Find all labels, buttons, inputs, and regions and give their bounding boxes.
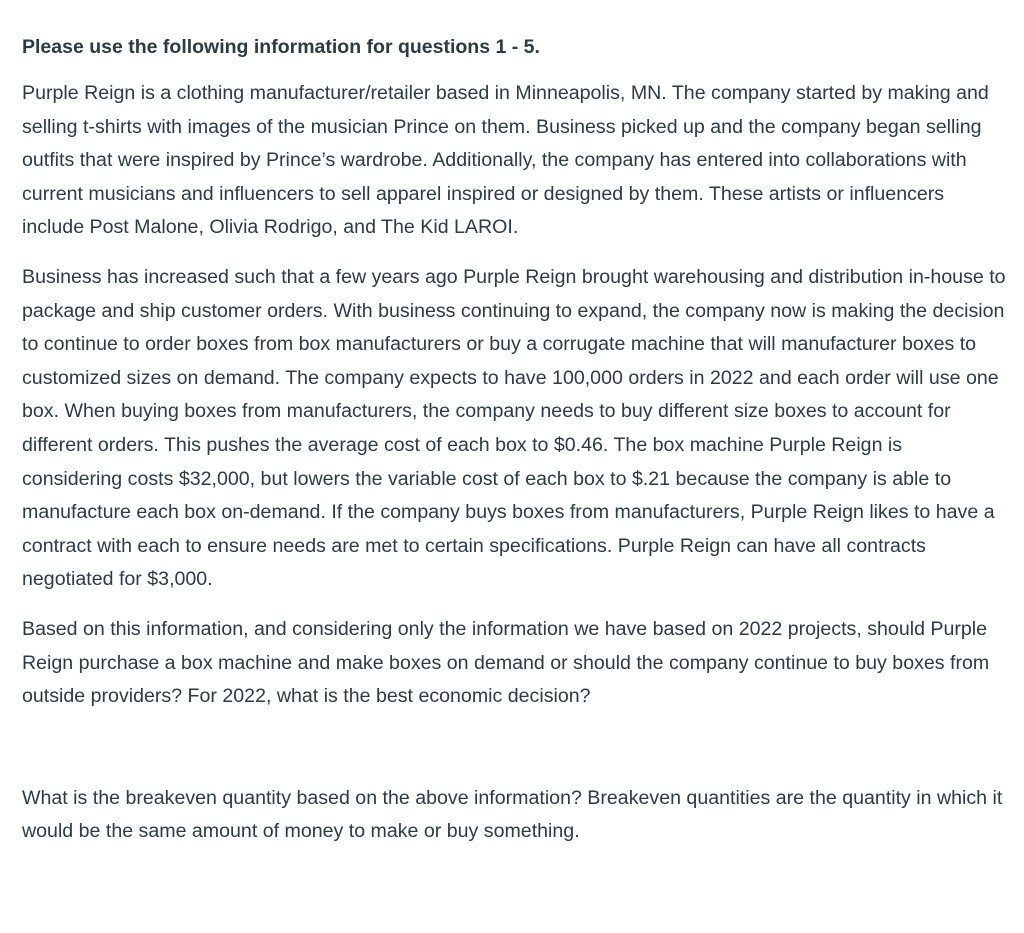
breakeven-question-paragraph: What is the breakeven quantity based on the above information? Breakeven quantities are the quantity in which it would be the same amount of money to make or buy something. <box>22 786 1003 843</box>
box-decision-paragraph: Business has increased such that a few years ago Purple Reign brought warehousing and distribution in-house to package and ship customer orders. With business continuing to expand, the company now is making the decision to continue to order boxes from box manufacturers or buy a corrugate machine that will manufacturer boxes to customized sizes on demand. The company expects to have 100,000 orders in 2022 and each order will use one box. When buying boxes from manufacturers, the company needs to buy different size boxes to account for different orders. This pushes the average cost of each box to $0.46. The box machine Purple Reign is considering costs $32,000, but lowers the variable cost of each box to $.21 because the company is able to manufacture each box on-demand. If the company buys boxes from manufacturers, Purple Reign likes to have a contract with each to ensure needs are met to certain specifications. Purple Reign can have all contracts negotiated for $3,000. <box>22 265 1006 591</box>
spacer <box>22 730 1007 782</box>
decision-question-paragraph: Based on this information, and considering only the information we have based on 2022 projects, should Purple Reign purchase a box machine and make boxes on demand or should the company continue to buy boxes from outside providers? For 2022, what is the best economic decision? <box>22 617 990 708</box>
instructions-heading: Please use the following information for questions 1 - 5. <box>22 36 540 58</box>
question-content <box>22 30 1007 865</box>
company-background-paragraph: Purple Reign is a clothing manufacturer/retailer based in Minneapolis, MN. The company started by making and selling t-shirts with images of the musician Prince on them. Business picked up and the company began selling outfits that were inspired by Prince’s wardrobe. Additionally, the company has entered into collaborations with current musicians and influencers to sell apparel inspired or designed by them. These artists or influencers include Post Malone, Olivia Rodrigo, and The Kid LAROI. <box>22 82 989 239</box>
